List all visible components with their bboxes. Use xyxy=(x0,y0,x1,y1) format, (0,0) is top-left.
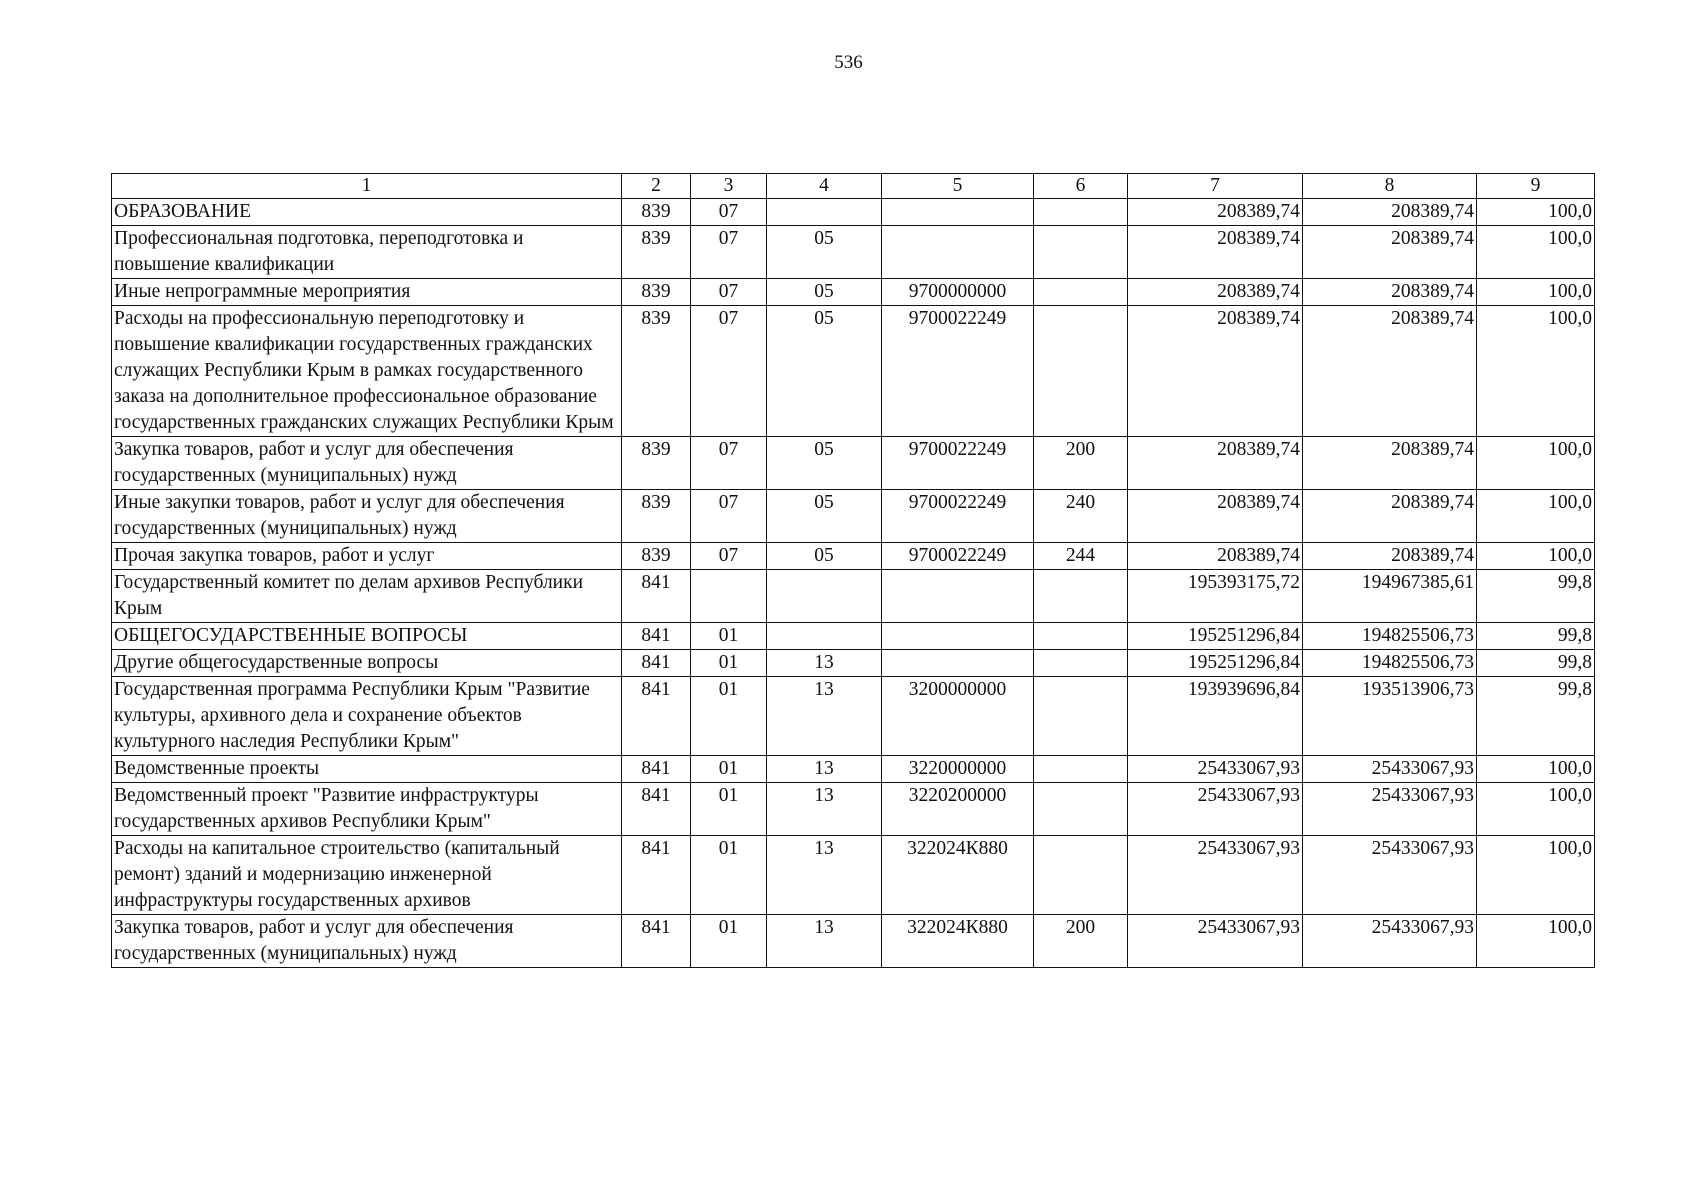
row-col2-cell: 841 xyxy=(622,915,691,968)
row-col7-cell: 25433067,93 xyxy=(1128,836,1303,915)
row-col9-cell: 100,0 xyxy=(1477,490,1595,543)
row-col3-cell: 07 xyxy=(691,199,767,226)
row-name-cell: Ведомственный проект "Развитие инфраструктуры государственных архивов Республики Крым" xyxy=(112,783,622,836)
row-col3-cell: 01 xyxy=(691,783,767,836)
row-col3-cell xyxy=(691,570,767,623)
row-col6-cell: 200 xyxy=(1034,915,1128,968)
row-name-cell: ОБЩЕГОСУДАРСТВЕННЫЕ ВОПРОСЫ xyxy=(112,623,622,650)
row-col8-cell: 194825506,73 xyxy=(1303,623,1477,650)
row-col7-cell: 25433067,93 xyxy=(1128,783,1303,836)
row-col6-cell xyxy=(1034,650,1128,677)
row-col9-cell: 100,0 xyxy=(1477,543,1595,570)
row-col5-cell xyxy=(882,226,1034,279)
row-col2-cell: 841 xyxy=(622,570,691,623)
row-col2-cell: 839 xyxy=(622,437,691,490)
row-col7-cell: 25433067,93 xyxy=(1128,915,1303,968)
row-col8-cell: 208389,74 xyxy=(1303,226,1477,279)
row-name-cell: Расходы на капитальное строительство (капитальный ремонт) зданий и модернизацию инженерной инфраструктуры государственных архивов xyxy=(112,836,622,915)
row-col2-cell: 841 xyxy=(622,677,691,756)
row-col7-cell: 208389,74 xyxy=(1128,437,1303,490)
row-name-cell: Прочая закупка товаров, работ и услуг xyxy=(112,543,622,570)
row-col8-cell: 208389,74 xyxy=(1303,437,1477,490)
row-col4-cell: 13 xyxy=(767,836,882,915)
row-col6-cell xyxy=(1034,756,1128,783)
row-col8-cell: 25433067,93 xyxy=(1303,915,1477,968)
row-col6-cell: 244 xyxy=(1034,543,1128,570)
row-col9-cell: 100,0 xyxy=(1477,756,1595,783)
column-header: 7 xyxy=(1128,174,1303,199)
row-col9-cell: 99,8 xyxy=(1477,677,1595,756)
row-col6-cell: 200 xyxy=(1034,437,1128,490)
column-header: 1 xyxy=(112,174,622,199)
row-col9-cell: 100,0 xyxy=(1477,783,1595,836)
table-row xyxy=(112,199,1595,226)
row-col4-cell: 05 xyxy=(767,226,882,279)
row-col6-cell xyxy=(1034,199,1128,226)
row-name-cell: Иные закупки товаров, работ и услуг для обеспечения государственных (муниципальных) нужд xyxy=(112,490,622,543)
row-col8-cell: 208389,74 xyxy=(1303,279,1477,306)
row-col5-cell: 3220000000 xyxy=(882,756,1034,783)
row-col3-cell: 07 xyxy=(691,437,767,490)
row-col8-cell: 25433067,93 xyxy=(1303,783,1477,836)
row-col5-cell: 322024К880 xyxy=(882,915,1034,968)
column-header: 2 xyxy=(622,174,691,199)
row-col7-cell: 208389,74 xyxy=(1128,199,1303,226)
row-col8-cell: 208389,74 xyxy=(1303,199,1477,226)
row-col3-cell: 01 xyxy=(691,623,767,650)
row-col4-cell: 13 xyxy=(767,783,882,836)
row-col9-cell: 100,0 xyxy=(1477,836,1595,915)
row-col4-cell: 13 xyxy=(767,756,882,783)
row-col9-cell: 100,0 xyxy=(1477,226,1595,279)
table-row xyxy=(112,279,1595,306)
row-name-cell: Государственная программа Республики Крым "Развитие культуры, архивного дела и сохранение объектов культурного наследия Республики Крым" xyxy=(112,677,622,756)
row-col3-cell: 07 xyxy=(691,306,767,437)
table-row xyxy=(112,570,1595,623)
row-col7-cell: 208389,74 xyxy=(1128,490,1303,543)
table-row xyxy=(112,306,1595,437)
row-col7-cell: 195251296,84 xyxy=(1128,623,1303,650)
row-col7-cell: 208389,74 xyxy=(1128,306,1303,437)
row-col3-cell: 01 xyxy=(691,756,767,783)
row-col3-cell: 07 xyxy=(691,543,767,570)
row-col5-cell xyxy=(882,623,1034,650)
row-col5-cell xyxy=(882,650,1034,677)
row-col6-cell xyxy=(1034,783,1128,836)
row-col6-cell xyxy=(1034,677,1128,756)
page-number: 536 xyxy=(834,52,863,73)
row-col8-cell: 25433067,93 xyxy=(1303,836,1477,915)
row-col4-cell xyxy=(767,570,882,623)
row-col3-cell: 01 xyxy=(691,915,767,968)
row-col4-cell: 05 xyxy=(767,490,882,543)
row-col3-cell: 07 xyxy=(691,490,767,543)
row-col7-cell: 208389,74 xyxy=(1128,279,1303,306)
row-col4-cell: 05 xyxy=(767,437,882,490)
table-row xyxy=(112,756,1595,783)
row-col8-cell: 208389,74 xyxy=(1303,543,1477,570)
row-col9-cell: 100,0 xyxy=(1477,306,1595,437)
row-col7-cell: 195251296,84 xyxy=(1128,650,1303,677)
budget-table xyxy=(111,173,1595,968)
row-col6-cell xyxy=(1034,306,1128,437)
row-col2-cell: 841 xyxy=(622,650,691,677)
column-header: 3 xyxy=(691,174,767,199)
row-col9-cell: 100,0 xyxy=(1477,199,1595,226)
row-col2-cell: 839 xyxy=(622,279,691,306)
row-col2-cell: 841 xyxy=(622,783,691,836)
table-row xyxy=(112,226,1595,279)
row-name-cell: Иные непрограммные мероприятия xyxy=(112,279,622,306)
row-col8-cell: 25433067,93 xyxy=(1303,756,1477,783)
row-col3-cell: 07 xyxy=(691,279,767,306)
table-row xyxy=(112,490,1595,543)
row-col7-cell: 208389,74 xyxy=(1128,226,1303,279)
column-header: 5 xyxy=(882,174,1034,199)
row-col5-cell: 9700000000 xyxy=(882,279,1034,306)
column-header: 8 xyxy=(1303,174,1477,199)
table-row xyxy=(112,677,1595,756)
row-col6-cell xyxy=(1034,836,1128,915)
row-col3-cell: 01 xyxy=(691,650,767,677)
row-col4-cell: 05 xyxy=(767,543,882,570)
row-col4-cell: 13 xyxy=(767,677,882,756)
column-number-row xyxy=(112,174,1595,199)
row-col7-cell: 208389,74 xyxy=(1128,543,1303,570)
column-header: 9 xyxy=(1477,174,1595,199)
column-header: 4 xyxy=(767,174,882,199)
row-col8-cell: 194825506,73 xyxy=(1303,650,1477,677)
row-col6-cell xyxy=(1034,279,1128,306)
row-name-cell: Расходы на профессиональную переподготовку и повышение квалификации государственных гражданских служащих Республики Крым в рамках государственного заказа на дополнительное профессиональное образование государственных гражданских служащих Республики Крым xyxy=(112,306,622,437)
column-header: 6 xyxy=(1034,174,1128,199)
row-col4-cell xyxy=(767,623,882,650)
table-row xyxy=(112,623,1595,650)
row-col2-cell: 839 xyxy=(622,490,691,543)
row-col2-cell: 839 xyxy=(622,226,691,279)
row-name-cell: Государственный комитет по делам архивов Республики Крым xyxy=(112,570,622,623)
row-col9-cell: 99,8 xyxy=(1477,623,1595,650)
row-col4-cell: 13 xyxy=(767,650,882,677)
row-col5-cell: 3200000000 xyxy=(882,677,1034,756)
row-col2-cell: 841 xyxy=(622,836,691,915)
row-col3-cell: 07 xyxy=(691,226,767,279)
row-col2-cell: 839 xyxy=(622,306,691,437)
row-name-cell: Закупка товаров, работ и услуг для обеспечения государственных (муниципальных) нужд xyxy=(112,437,622,490)
row-col5-cell xyxy=(882,570,1034,623)
row-col6-cell xyxy=(1034,623,1128,650)
row-col6-cell: 240 xyxy=(1034,490,1128,543)
row-name-cell: Ведомственные проекты xyxy=(112,756,622,783)
row-col8-cell: 208389,74 xyxy=(1303,490,1477,543)
row-col9-cell: 100,0 xyxy=(1477,279,1595,306)
row-col9-cell: 99,8 xyxy=(1477,570,1595,623)
table-row xyxy=(112,650,1595,677)
row-col7-cell: 193939696,84 xyxy=(1128,677,1303,756)
row-col2-cell: 839 xyxy=(622,543,691,570)
row-col5-cell: 9700022249 xyxy=(882,437,1034,490)
table-row xyxy=(112,783,1595,836)
row-col6-cell xyxy=(1034,570,1128,623)
row-col5-cell: 9700022249 xyxy=(882,306,1034,437)
row-col7-cell: 195393175,72 xyxy=(1128,570,1303,623)
row-col2-cell: 841 xyxy=(622,756,691,783)
table-body xyxy=(112,174,1595,968)
row-name-cell: ОБРАЗОВАНИЕ xyxy=(112,199,622,226)
row-col5-cell: 3220200000 xyxy=(882,783,1034,836)
row-col9-cell: 99,8 xyxy=(1477,650,1595,677)
row-col4-cell: 05 xyxy=(767,306,882,437)
table-row xyxy=(112,543,1595,570)
row-col6-cell xyxy=(1034,226,1128,279)
row-col4-cell: 13 xyxy=(767,915,882,968)
row-col9-cell: 100,0 xyxy=(1477,915,1595,968)
row-col2-cell: 841 xyxy=(622,623,691,650)
row-col4-cell: 05 xyxy=(767,279,882,306)
row-name-cell: Профессиональная подготовка, переподготовка и повышение квалификации xyxy=(112,226,622,279)
row-col7-cell: 25433067,93 xyxy=(1128,756,1303,783)
row-col5-cell: 9700022249 xyxy=(882,543,1034,570)
row-name-cell: Другие общегосударственные вопросы xyxy=(112,650,622,677)
row-name-cell: Закупка товаров, работ и услуг для обеспечения государственных (муниципальных) нужд xyxy=(112,915,622,968)
row-col5-cell: 322024К880 xyxy=(882,836,1034,915)
row-col5-cell: 9700022249 xyxy=(882,490,1034,543)
row-col5-cell xyxy=(882,199,1034,226)
row-col8-cell: 194967385,61 xyxy=(1303,570,1477,623)
table-row xyxy=(112,915,1595,968)
table-row xyxy=(112,836,1595,915)
row-col2-cell: 839 xyxy=(622,199,691,226)
row-col9-cell: 100,0 xyxy=(1477,437,1595,490)
row-col8-cell: 193513906,73 xyxy=(1303,677,1477,756)
row-col8-cell: 208389,74 xyxy=(1303,306,1477,437)
table-row xyxy=(112,437,1595,490)
row-col3-cell: 01 xyxy=(691,677,767,756)
row-col4-cell xyxy=(767,199,882,226)
row-col3-cell: 01 xyxy=(691,836,767,915)
